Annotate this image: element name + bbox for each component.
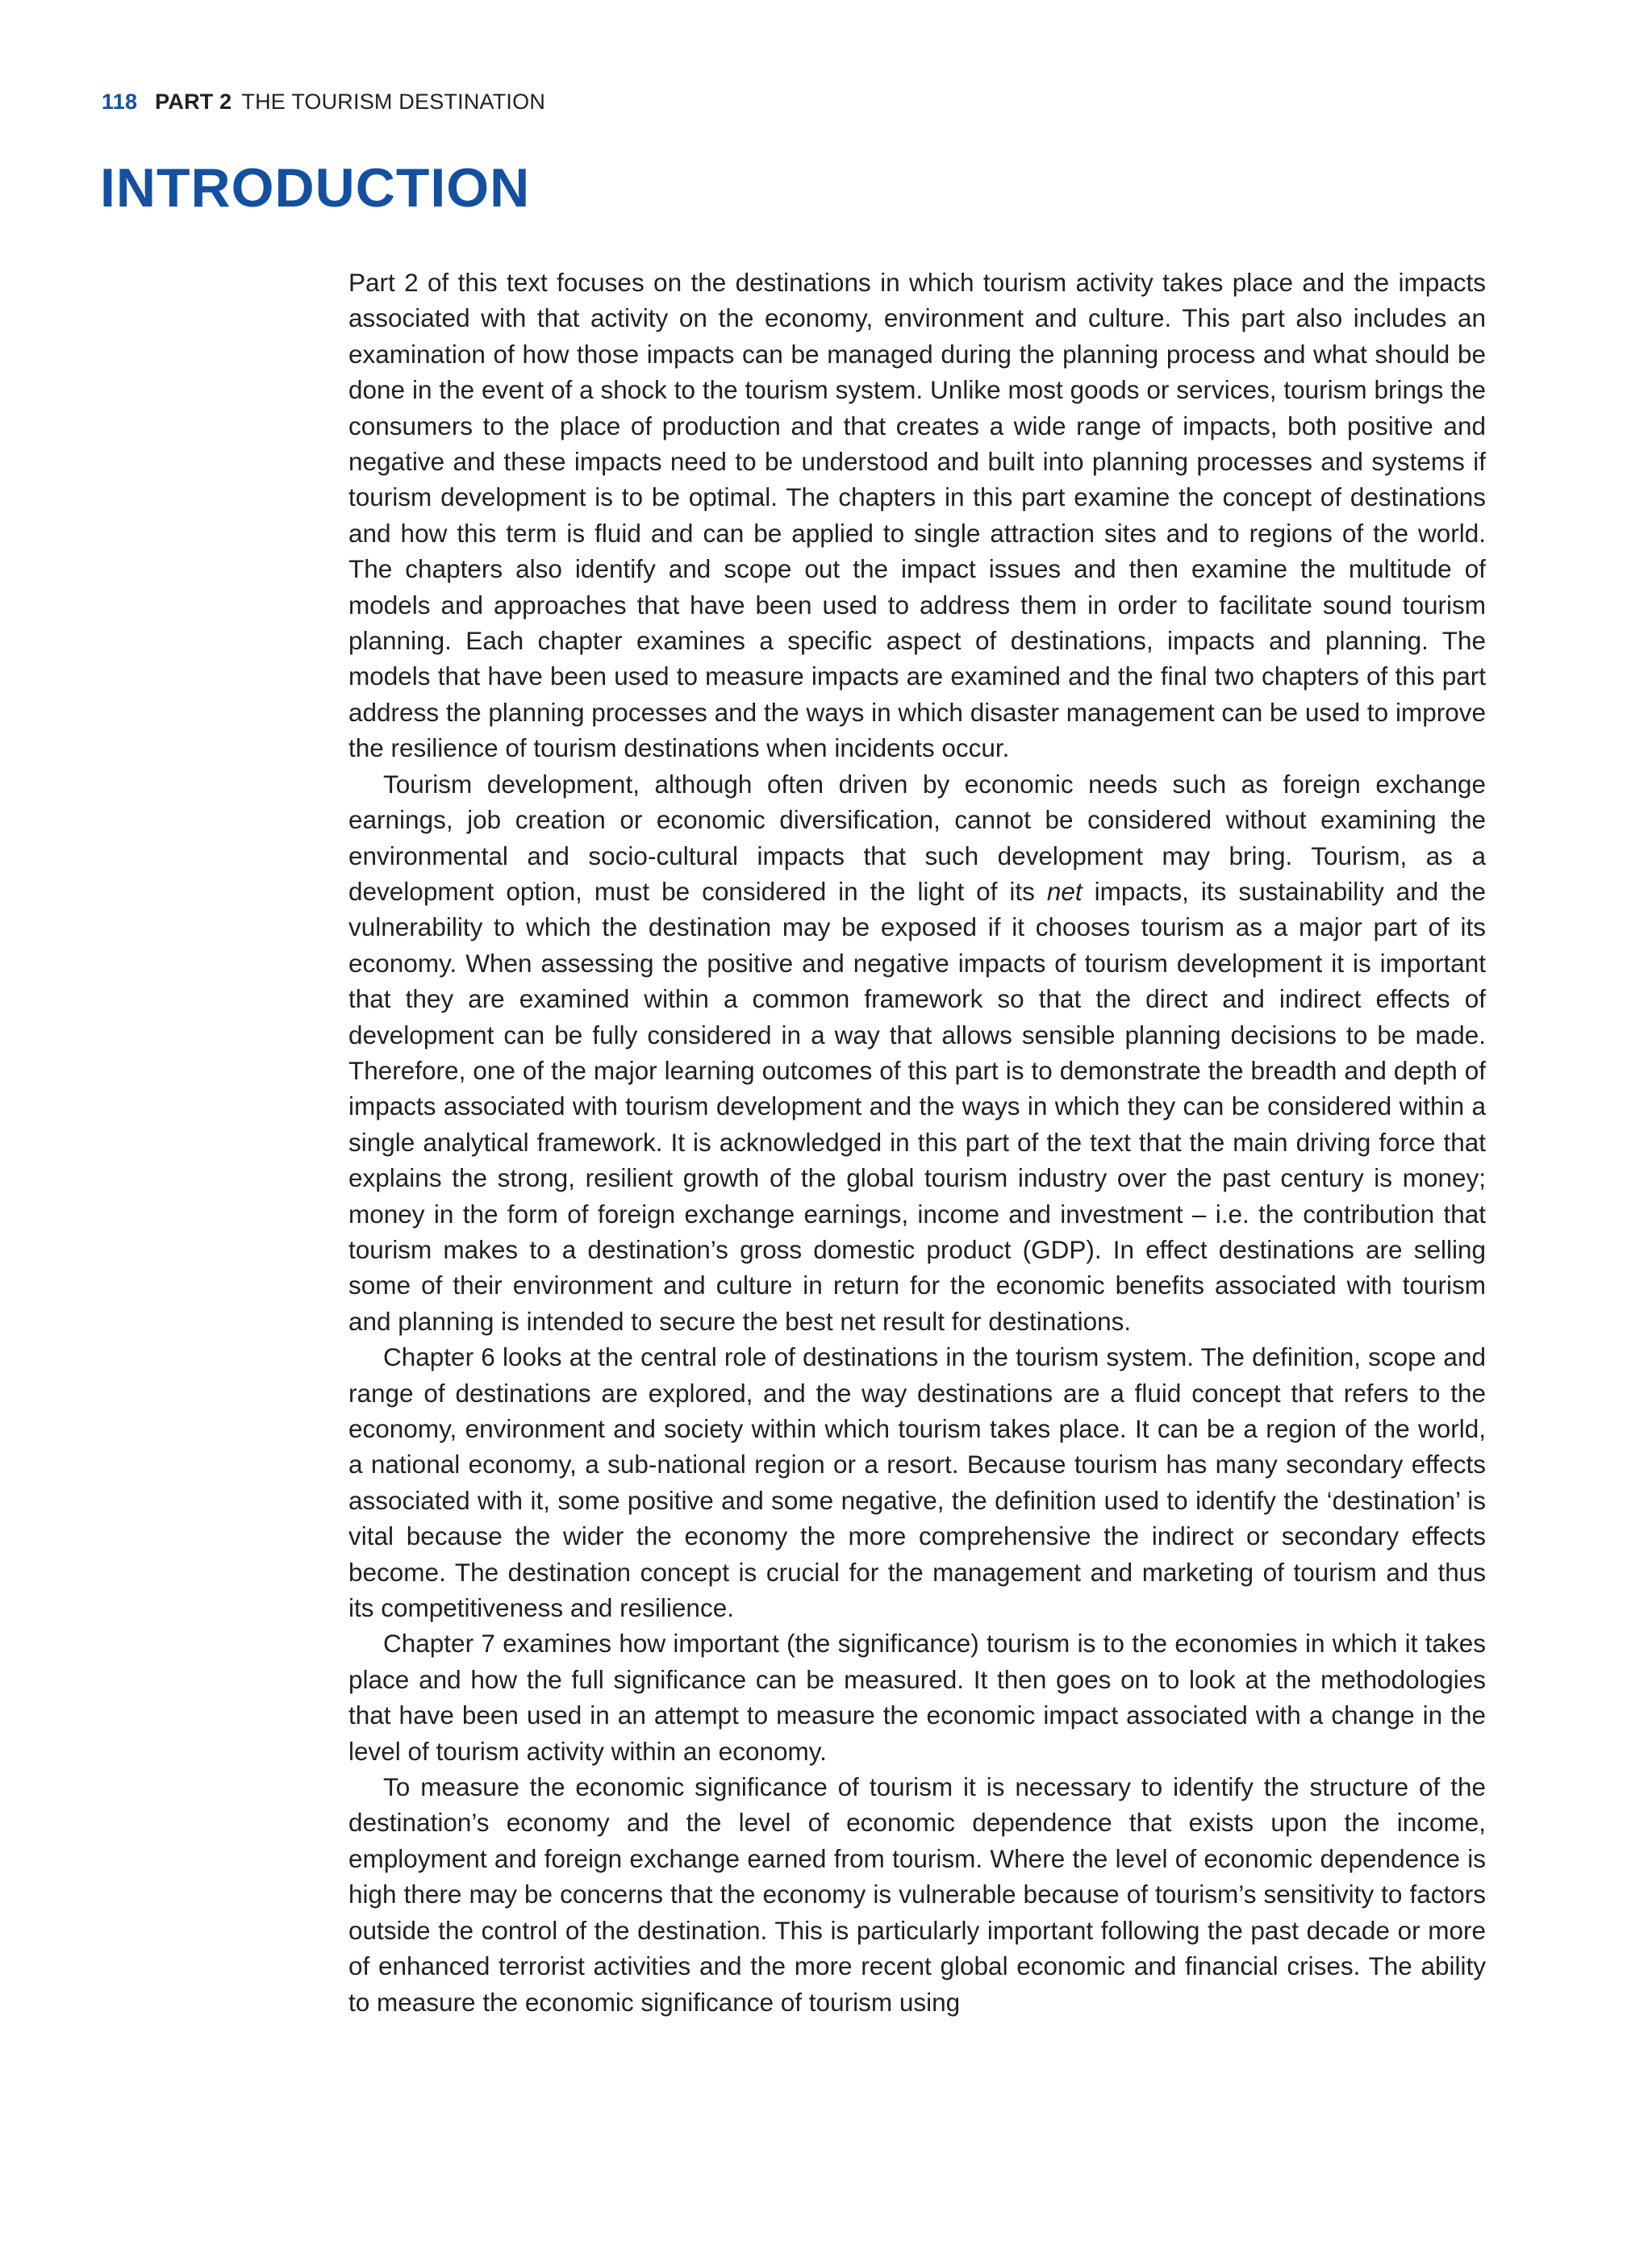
part-title: THE TOURISM DESTINATION: [241, 90, 546, 114]
paragraph-2-text-a: Tourism development, although often driven by economic needs such as foreign exchange earnings, job creation or economic diversification, cannot be considered without examining the environmental and socio-cultural impacts that such development may bring. Tourism, as a development option, must be considered in the light of its: [348, 769, 1486, 906]
paragraph-2: [348, 766, 1486, 1340]
section-title: INTRODUCTION: [100, 157, 531, 219]
running-head: [102, 87, 545, 116]
paragraph-1: Part 2 of this text focuses on the destinations in which tourism activity takes place and the impacts associated with that activity on the economy, environment and culture. This part also includes an examination of how those impacts can be managed during the planning process and what should be done in the event of a shock to the tourism system. Unlike most goods or services, tourism brings the consumers to the place of production and that creates a wide range of impacts, both positive and negative and these impacts need to be understood and built into planning processes and systems if tourism development is to be optimal. The chapters in this part examine the concept of destinations and how this term is fluid and can be applied to single attraction sites and to regions of the world. The chapters also identify and scope out the impact issues and then examine the multitude of models and approaches that have been used to address them in order to facilitate sound tourism planning. Each chapter examines a specific aspect of destinations, impacts and planning. The models that have been used to measure impacts are examined and the final two chapters of this part address the planning processes and the ways in which disaster management can be used to improve the resilience of tourism destinations when incidents occur.: [348, 268, 1486, 763]
paragraph-2-text-b: impacts, its sustainability and the vulnerability to which the destination may be exposed if it chooses tourism as a major part of its economy. When assessing the positive and negative impacts of tourism development it is important that they are examined within a common framework so that the direct and indirect effects of development can be fully considered in a way that allows sensible planning decisions to be made. Therefore, one of the major learning outcomes of this part is to demonstrate the breadth and depth of impacts associated with tourism development and the ways in which they can be considered within a single analytical framework. It is acknowledged in this part of the text that the main driving force that explains the strong, resilient growth of the global tourism industry over the past century is money; money in the form of foreign exchange earnings, income and investment – i.e. the contribution that tourism makes to a destination’s gross domestic product (GDP). In effect destinations are selling some of their environment and culture in return for the economic benefits associated with tourism and planning is intended to secure the best net result for destinations.: [348, 876, 1486, 1336]
paragraph-5: To measure the economic significance of tourism it is necessary to identify the structure of the destination’s economy and the level of economic dependence that exists upon the income, employment and foreign exchange earned from tourism. Where the level of economic dependence is high there may be concerns that the economy is vulnerable because of tourism’s sensitivity to factors outside the control of the destination. This is particularly important following the past decade or more of enhanced terrorist activities and the more recent global economic and financial crises. The ability to measure the economic significance of tourism using: [348, 1772, 1486, 2017]
part-label: PART 2: [155, 90, 232, 114]
paragraph-3: Chapter 6 looks at the central role of destinations in the tourism system. The definition, scope and range of destinations are explored, and the way destinations are a fluid concept that refers to the economy, environment and society within which tourism takes place. It can be a region of the world, a national economy, a sub-national region or a resort. Because tourism has many secondary effects associated with it, some positive and some negative, the definition used to identify the ‘destination’ is vital because the wider the economy the more comprehensive the indirect or secondary effects become. The destination concept is crucial for the management and marketing of tourism and thus its competitiveness and resilience.: [348, 1342, 1486, 1623]
emphasis-net: net: [1046, 876, 1083, 906]
body-text: [348, 265, 1486, 2020]
page-number: 118: [102, 90, 138, 114]
paragraph-4: Chapter 7 examines how important (the significance) tourism is to the economies in which it takes place and how the full significance can be measured. It then goes on to look at the methodologies that have been used in an attempt to measure the economic impact associated with a change in the level of tourism activity within an economy.: [348, 1629, 1486, 1766]
